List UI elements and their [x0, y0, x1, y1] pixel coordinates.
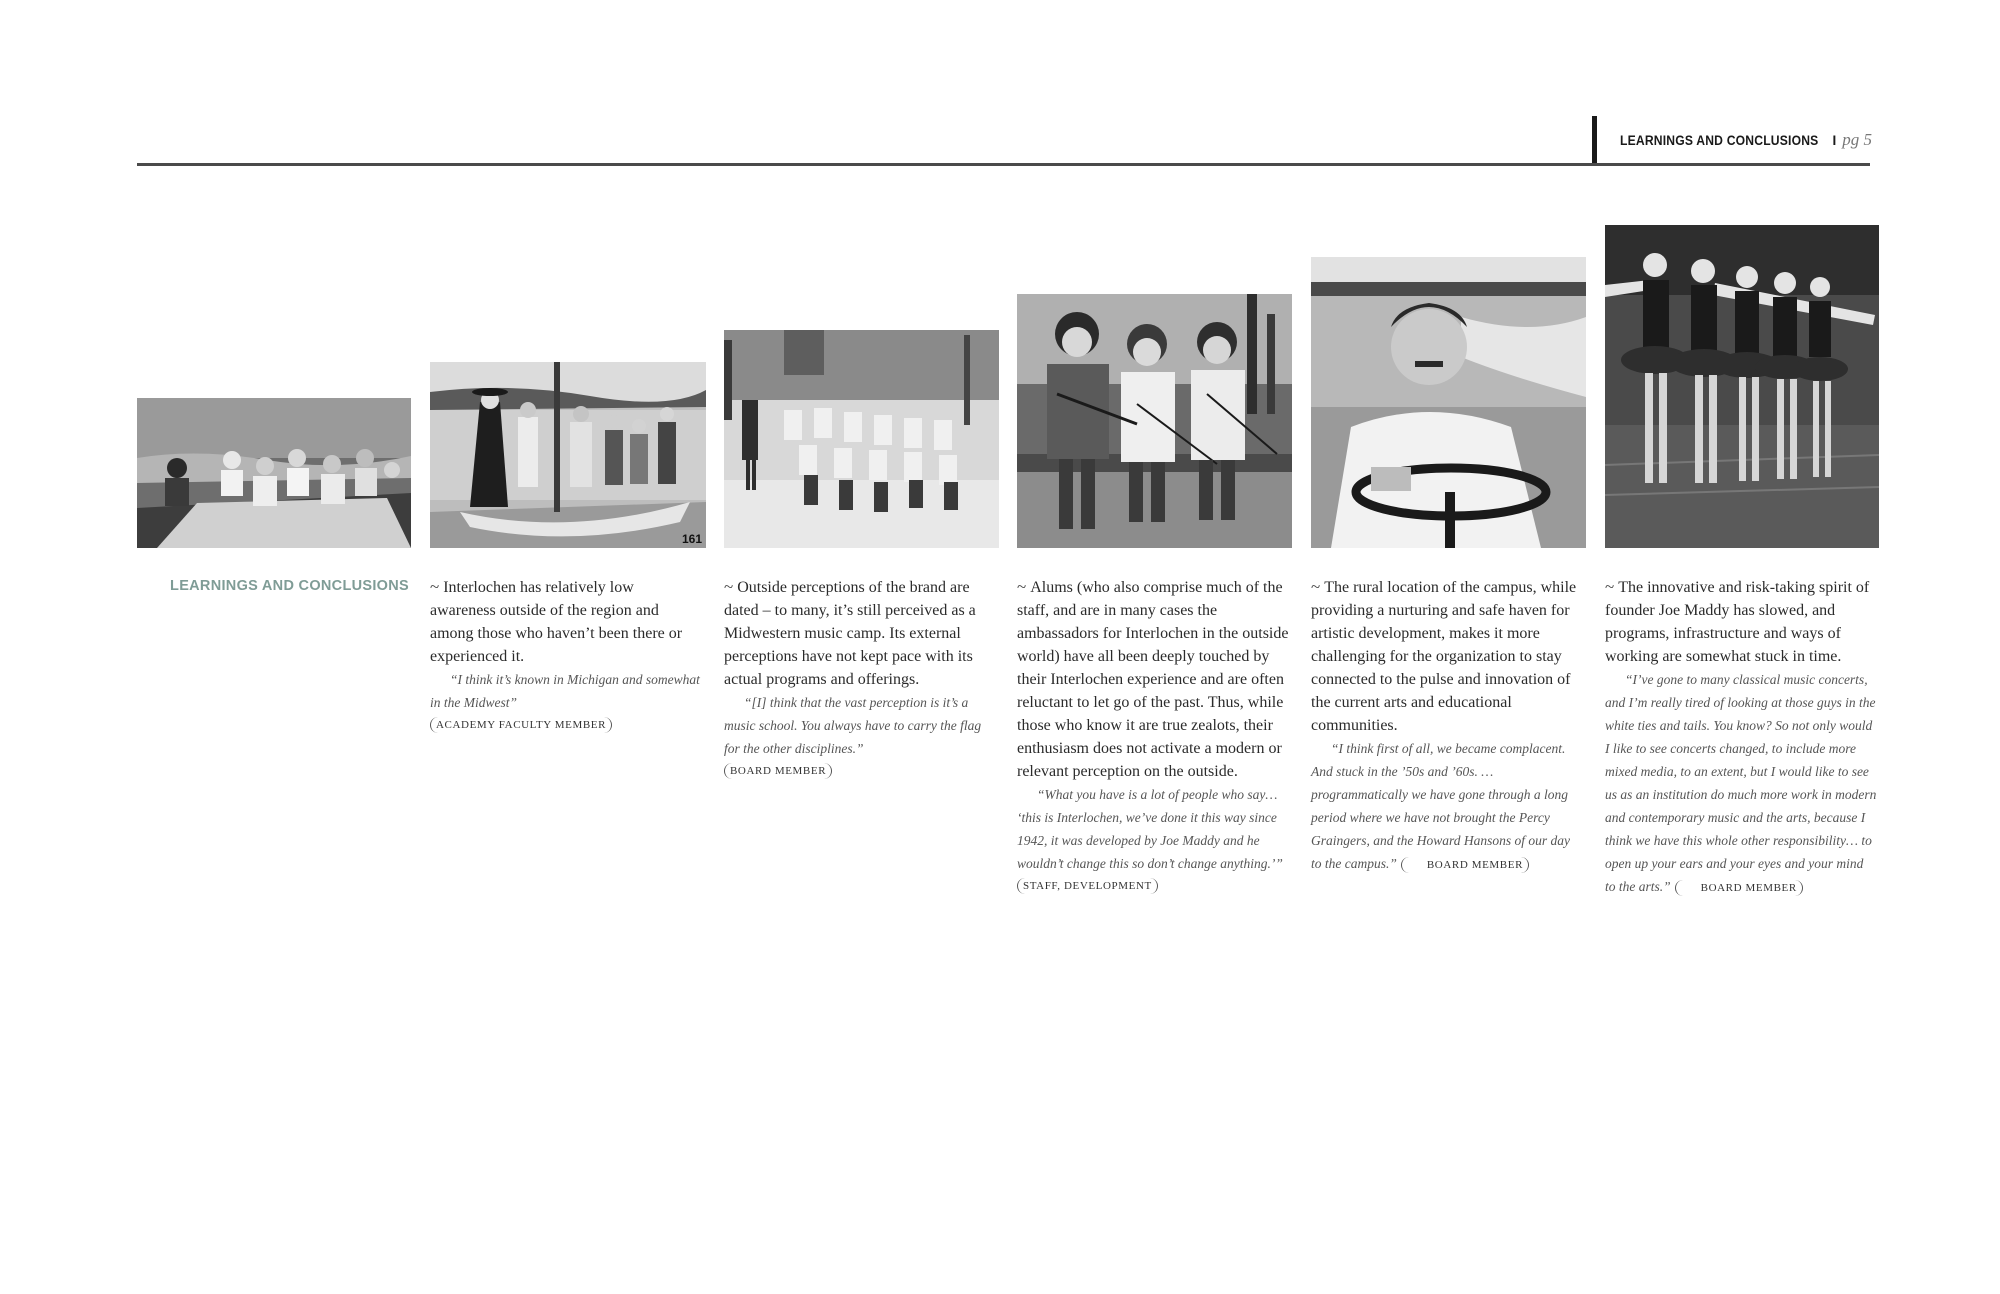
column-body-text: Alums (who also comprise much of the staff, and are in many cases the ambassadors for Interlochen in the outside world) have all been deeply touched by their Interlochen experience and are often reluctant to let go of the past. Thus, while those who know it are true zealots, their enthusiasm does not activate a modern or relevant perception on the outside.	[1017, 579, 1289, 780]
photo-outdoor-orchestra	[724, 330, 999, 548]
column-body-text: Interlochen has relatively low awareness outside of the region and among those who haven’t been there or experienced it.	[430, 579, 683, 665]
quote-attribution: BOARD MEMBER	[1401, 857, 1529, 873]
column-body	[1311, 575, 1583, 737]
column-body-text: The innovative and risk-taking spirit of founder Joe Maddy has slowed, and programs, infrastructure and ways of working are somewhat stuck in time.	[1605, 579, 1870, 665]
column-body	[1017, 575, 1289, 783]
column-body-text: The rural location of the campus, while providing a nurturing and safe haven for artistic development, makes it more challenging for the organization to stay connected to the pulse and innovation of the current arts and educational communities.	[1311, 579, 1577, 734]
swash-ornament: ~	[1017, 577, 1027, 596]
swash-ornament: ~	[1605, 577, 1615, 596]
photo-negative-number: 161	[681, 532, 702, 546]
photo-motorboat-group	[137, 398, 411, 548]
page-header	[1620, 130, 1872, 154]
photo-boat-driver	[1311, 257, 1586, 548]
header-accent-bar	[1592, 116, 1597, 165]
photo-ballet-dancers	[1605, 225, 1879, 548]
column-body-text: Outside perceptions of the brand are dated – to many, it’s still perceived as a Midwestern music camp. Its external perceptions have not kept pace with its actual programs and offerings.	[724, 579, 976, 688]
column-quote: “What you have is a lot of people who say… ‘this is Interlochen, we’ve done it this way since 1942, it was developed by Joe Maddy and he wouldn’t change this so don’t change anything.’”	[1017, 787, 1283, 871]
swash-ornament: ~	[724, 577, 734, 596]
header-separator: I	[1832, 133, 1837, 148]
quote-attribution: BOARD MEMBER	[1675, 880, 1803, 896]
column-5	[1605, 575, 1877, 898]
column-4	[1311, 575, 1583, 875]
column-3	[1017, 575, 1289, 894]
quote-text: “I think first of all, we became complacent. And stuck in the ’50s and ’60s. … programmatically we have gone through a long period where we have not brought the Percy Graingers, and the Howard Hansons of our day to the campus.”	[1311, 741, 1571, 871]
quote-attribution: ACADEMY FACULTY MEMBER	[430, 717, 612, 733]
quote-text: “I’ve gone to many classical music concerts, and I’m really tired of looking at those guys in the white ties and tails. You know? So not only would I like to see concerts changed, to include more mixed media, to an extent, but I would like to see us as an institution do much more work in modern and contemporary music and the arts, because I think we have this whole other responsibility… to open up your ears and your eyes and your mind to the arts.”	[1605, 672, 1877, 894]
quote-attribution: BOARD MEMBER	[724, 763, 832, 779]
swash-ornament: ~	[1311, 577, 1321, 596]
photo-sailboat-costumes	[430, 362, 706, 548]
page-number: pg 5	[1842, 130, 1873, 149]
column-body	[1605, 575, 1877, 668]
column-2	[724, 575, 996, 779]
quote-attribution: STAFF, DEVELOPMENT	[1017, 878, 1158, 894]
column-quote: “[I] think that the vast perception is it’s a music school. You always have to carry the flag for the other disciplines.”	[724, 695, 982, 756]
column-body	[724, 575, 996, 691]
photo-violinists	[1017, 294, 1292, 548]
column-body	[430, 575, 702, 668]
column-quote: “I think it’s known in Michigan and somewhat in the Midwest”	[430, 672, 700, 710]
header-section-title: LEARNINGS AND CONCLUSIONS	[1620, 133, 1819, 148]
column-quote	[1605, 668, 1877, 898]
swash-ornament: ~	[430, 577, 440, 596]
column-1	[430, 575, 702, 733]
column-quote	[1311, 737, 1583, 875]
header-rule	[137, 163, 1870, 166]
section-label: LEARNINGS AND CONCLUSIONS	[170, 578, 409, 594]
